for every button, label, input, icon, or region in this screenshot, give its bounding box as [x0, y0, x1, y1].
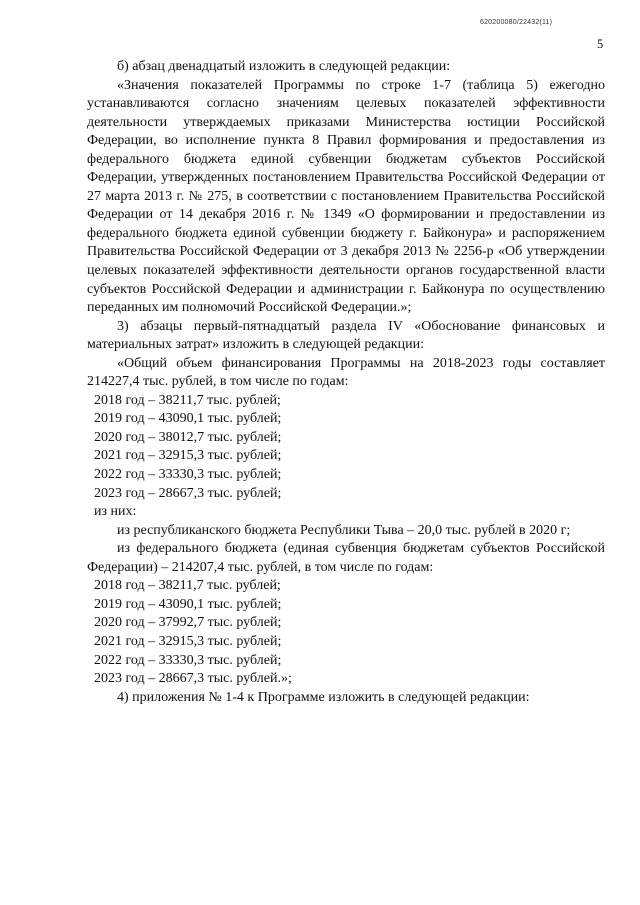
paragraph-section-4-intro: 3) абзацы первый-пятнадцатый раздела IV «Обоснование финансовых и материальных затрат» изложить в следующей редакции: — [87, 318, 605, 353]
list-item: 2019 год – 43090,1 тыс. рублей; — [94, 411, 282, 427]
list-item: 2023 год – 28667,3 тыс. рублей; — [94, 485, 282, 501]
document-id: 620200080/22432(11) — [480, 19, 553, 26]
paragraph-total-funding: «Общий объем финансирования Программы на 2018-2023 годы составляет 214227,4 тыс. рублей, в том числе по годам: — [87, 355, 605, 390]
list-item: 2021 год – 32915,3 тыс. рублей; — [94, 448, 282, 464]
paragraph-federal-budget: из федерального бюджета (единая субвенция бюджетам субъектов Российской Федерации) – 214207,4 тыс. рублей, в том числе по годам: — [87, 541, 605, 575]
list-item: 2019 год – 43090,1 тыс. рублей; — [94, 596, 282, 612]
list-item: 2023 год – 28667,3 тыс. рублей.»; — [94, 671, 292, 687]
paragraph-republic-budget: из республиканского бюджета Республики Тыва – 20,0 тыс. рублей в 2020 г; — [117, 522, 571, 538]
page-number: 5 — [597, 37, 604, 51]
paragraph-appendices: 4) приложения № 1-4 к Программе изложить в следующей редакции: — [117, 689, 530, 705]
list-item: 2020 год – 38012,7 тыс. рублей; — [94, 429, 282, 445]
paragraph-indicators: «Значения показателей Программы по строке 1-7 (таблица 5) ежегодно устанавливаются согласно значениям целевых показателей эффективности деятельности утверждаемых приказами Министерства юстиции Российской Федерации, во исполнение пункта 8 Правил формирования и предоставления из федерального бюджета единой субвенции бюджетам субъектов Российской Федерации, утвержденных постановлением Правительства Российской Федерации от 27 марта 2013 г. № 275, в соответствии с постановлением Правительства Российской Федерации от 14 декабря 2016 г. № 1349 «О формировании и предоставлении из федерального бюджета единой субвенции бюджету г. Байконура» и распоряжением Правительства Российской Федерации от 3 декабря 2013 № 2256-р «Об утверждении целевых показателей эффективности деятельности органов государственной власти субъектов Российской Федерации и администрации г. Байконура по осуществлению переданных им полномочий Российской Федерации.»; — [87, 77, 605, 316]
federal-funding-list — [87, 577, 605, 688]
list-item: 2022 год – 33330,3 тыс. рублей; — [94, 467, 282, 483]
list-item: 2021 год – 32915,3 тыс. рублей; — [94, 633, 282, 649]
of-them-label: из них: — [94, 504, 137, 520]
list-item: 2020 год – 37992,7 тыс. рублей; — [94, 615, 282, 631]
list-item: 2022 год – 33330,3 тыс. рублей; — [94, 652, 282, 668]
list-item: 2018 год – 38211,7 тыс. рублей; — [94, 392, 281, 408]
paragraph-b-intro: б) абзац двенадцатый изложить в следующей редакции: — [117, 59, 451, 74]
list-item: 2018 год – 38211,7 тыс. рублей; — [94, 578, 281, 594]
document-body — [87, 58, 605, 707]
total-funding-list — [87, 392, 605, 503]
